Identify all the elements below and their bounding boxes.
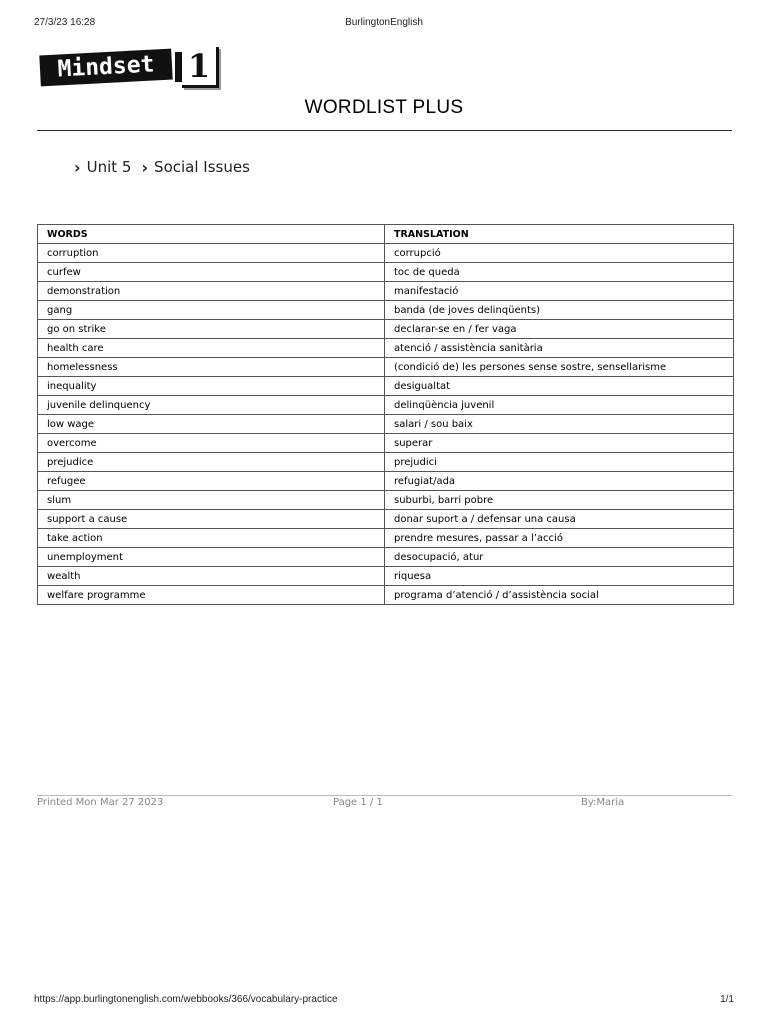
table-row [38, 415, 734, 434]
table-row [38, 434, 734, 453]
title-divider [37, 130, 732, 131]
logo-level-number: 1 [182, 47, 219, 88]
table-row [38, 510, 734, 529]
page-footer [37, 797, 732, 811]
translation-cell: riquesa [385, 567, 734, 586]
word-cell: overcome [38, 434, 385, 453]
word-cell: support a cause [38, 510, 385, 529]
page-title: WORDLIST PLUS [304, 97, 464, 118]
table-row [38, 339, 734, 358]
breadcrumb-unit[interactable]: Unit 5 [86, 158, 132, 176]
translation-cell: banda (de joves delinqüents) [385, 301, 734, 320]
word-cell: juvenile delinquency [38, 396, 385, 415]
table-row [38, 453, 734, 472]
table-row [38, 377, 734, 396]
translation-cell: donar suport a / defensar una causa [385, 510, 734, 529]
word-cell: gang [38, 301, 385, 320]
word-cell: homelessness [38, 358, 385, 377]
author-label: By:Maria [581, 797, 625, 808]
table-row [38, 244, 734, 263]
translation-cell: prendre mesures, passar a l’acció [385, 529, 734, 548]
print-datetime: 27/3/23 16:28 [34, 17, 96, 28]
mindset-logo [38, 47, 211, 87]
translation-cell: programa d’atenció / d’assistència social [385, 586, 734, 605]
footer-divider [37, 795, 732, 796]
word-cell: demonstration [38, 282, 385, 301]
print-site-name: BurlingtonEnglish [345, 17, 423, 28]
printed-date: Printed Mon Mar 27 2023 [37, 797, 164, 808]
table-row [38, 472, 734, 491]
breadcrumb-topic[interactable]: Social Issues [154, 158, 250, 176]
word-cell: health care [38, 339, 385, 358]
word-cell: refugee [38, 472, 385, 491]
breadcrumb [74, 156, 256, 178]
table-row [38, 301, 734, 320]
translation-cell: desocupació, atur [385, 548, 734, 567]
translation-cell: prejudici [385, 453, 734, 472]
word-cell: low wage [38, 415, 385, 434]
translation-cell: salari / sou baix [385, 415, 734, 434]
chevron-right-icon: › [74, 157, 81, 177]
table-row [38, 567, 734, 586]
column-header-translation: TRANSLATION [385, 225, 734, 244]
word-cell: corruption [38, 244, 385, 263]
translation-cell: (condició de) les persones sense sostre, sensellarisme [385, 358, 734, 377]
page-number: Page 1 / 1 [333, 797, 383, 808]
word-cell: prejudice [38, 453, 385, 472]
print-page-count: 1/1 [720, 994, 734, 1005]
translation-cell: desigualtat [385, 377, 734, 396]
word-cell: go on strike [38, 320, 385, 339]
wordlist-table [37, 224, 734, 605]
print-url: https://app.burlingtonenglish.com/webbooks/366/vocabulary-practice [34, 994, 338, 1005]
table-row [38, 320, 734, 339]
logo-wordmark: Mindset [39, 49, 172, 87]
word-cell: curfew [38, 263, 385, 282]
word-cell: wealth [38, 567, 385, 586]
word-cell: welfare programme [38, 586, 385, 605]
print-header [34, 17, 734, 31]
translation-cell: corrupció [385, 244, 734, 263]
translation-cell: delinqüència juvenil [385, 396, 734, 415]
table-header-row [38, 225, 734, 244]
chevron-right-icon: › [141, 157, 149, 177]
print-footer [34, 994, 734, 1008]
table-row [38, 586, 734, 605]
translation-cell: suburbi, barri pobre [385, 491, 734, 510]
table-row [38, 396, 734, 415]
word-cell: unemployment [38, 548, 385, 567]
table-row [38, 358, 734, 377]
translation-cell: refugiat/ada [385, 472, 734, 491]
word-cell: slum [38, 491, 385, 510]
column-header-words: WORDS [38, 225, 385, 244]
table-row [38, 282, 734, 301]
table-row [38, 263, 734, 282]
table-row [38, 548, 734, 567]
word-cell: take action [38, 529, 385, 548]
translation-cell: atenció / assistència sanitària [385, 339, 734, 358]
translation-cell: toc de queda [385, 263, 734, 282]
translation-cell: superar [385, 434, 734, 453]
translation-cell: manifestació [385, 282, 734, 301]
table-row [38, 529, 734, 548]
translation-cell: declarar-se en / fer vaga [385, 320, 734, 339]
word-cell: inequality [38, 377, 385, 396]
table-row [38, 491, 734, 510]
